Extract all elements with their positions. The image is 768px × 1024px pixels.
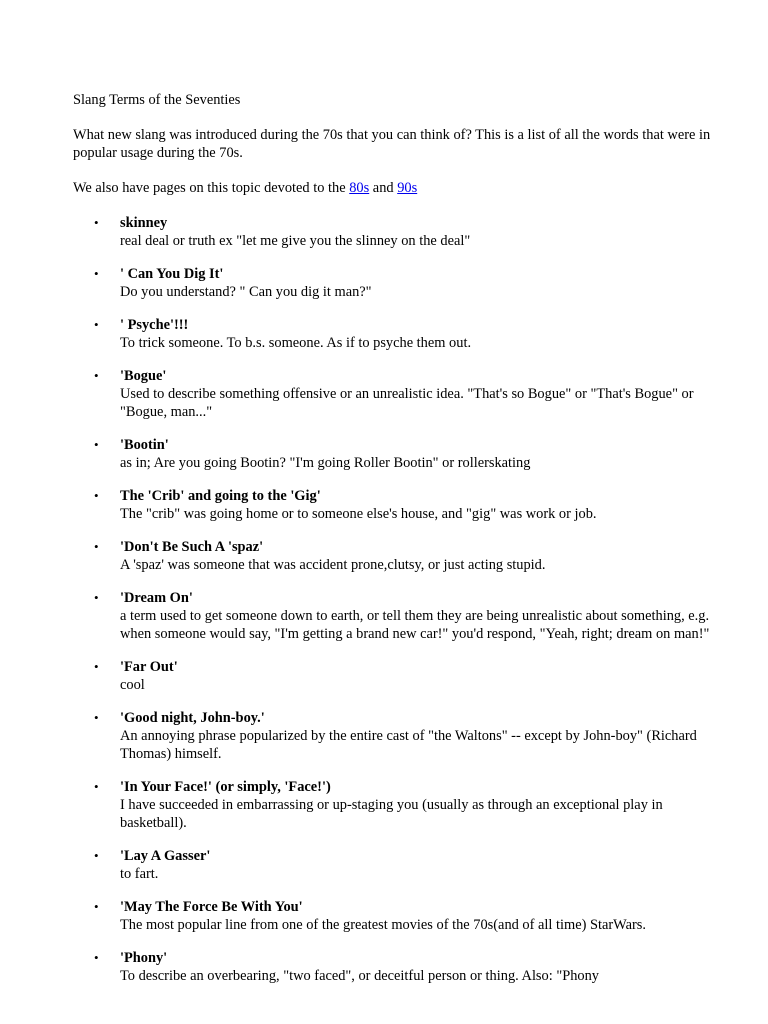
bullet-icon: •	[94, 659, 99, 674]
list-item	[73, 949, 713, 985]
term-name: 'Lay A Gasser'	[120, 848, 211, 864]
bullet-icon: •	[94, 899, 99, 914]
term-definition: A 'spaz' was someone that was accident prone,clutsy, or just acting stupid.	[120, 557, 546, 573]
term-name: skinney	[120, 215, 168, 231]
term-definition: cool	[120, 677, 145, 693]
bullet-icon: •	[94, 317, 99, 332]
list-item	[73, 589, 713, 643]
bullet-icon: •	[94, 488, 99, 503]
term-name: 'May The Force Be With You'	[120, 899, 303, 915]
bullet-icon: •	[94, 950, 99, 965]
list-item	[73, 487, 713, 523]
term-name: ' Can You Dig It'	[120, 266, 224, 282]
term-name: 'Bootin'	[120, 437, 169, 453]
term-definition: An annoying phrase popularized by the entire cast of "the Waltons" -- except by John-boy" (Richard Thomas) himself.	[120, 728, 697, 762]
page-title: Slang Terms of the Seventies	[73, 92, 241, 108]
term-definition: real deal or truth ex "let me give you the slinney on the deal"	[120, 233, 471, 249]
related-prefix: We also have pages on this topic devoted to the	[73, 180, 350, 196]
link-90s[interactable]: 90s	[397, 180, 418, 196]
intro-paragraph: What new slang was introduced during the 70s that you can think of? This is a list of all the words that were in popular usage during the 70s.	[73, 127, 711, 161]
related-middle: and	[369, 180, 398, 196]
term-definition: The "crib" was going home or to someone else's house, and "gig" was work or job.	[120, 506, 597, 522]
term-definition: The most popular line from one of the greatest movies of the 70s(and of all time) StarWars.	[120, 917, 646, 933]
bullet-icon: •	[94, 710, 99, 725]
list-item	[73, 898, 713, 934]
term-name: ' Psyche'!!!	[120, 317, 189, 333]
term-definition: Do you understand? " Can you dig it man?"	[120, 284, 372, 300]
bullet-icon: •	[94, 266, 99, 281]
link-80s[interactable]: 80s	[349, 180, 370, 196]
term-name: 'Bogue'	[120, 368, 167, 384]
bullet-icon: •	[94, 437, 99, 452]
document-page	[73, 91, 713, 1000]
list-item	[73, 367, 713, 421]
term-name: 'Dream On'	[120, 590, 193, 606]
term-definition: as in; Are you going Bootin? "I'm going Roller Bootin" or rollerskating	[120, 455, 531, 471]
list-item	[73, 436, 713, 472]
list-item	[73, 316, 713, 352]
bullet-icon: •	[94, 215, 99, 230]
bullet-icon: •	[94, 779, 99, 794]
list-item	[73, 709, 713, 763]
bullet-icon: •	[94, 368, 99, 383]
bullet-icon: •	[94, 848, 99, 863]
term-definition: Used to describe something offensive or an unrealistic idea. "That's so Bogue" or "That's Bogue" or "Bogue, man..."	[120, 386, 694, 420]
term-definition: To describe an overbearing, "two faced", or deceitful person or thing. Also: "Phony	[120, 968, 599, 984]
list-item	[73, 778, 713, 832]
bullet-icon: •	[94, 539, 99, 554]
term-definition: a term used to get someone down to earth, or tell them they are being unrealistic about something, e.g. when someone would say, "I'm getting a brand new car!" you'd respond, "Yeah, right; dream on man!"	[120, 608, 710, 642]
list-item	[73, 265, 713, 301]
term-name: The 'Crib' and going to the 'Gig'	[120, 488, 321, 504]
list-item	[73, 214, 713, 250]
term-name: 'Far Out'	[120, 659, 178, 675]
related-pages-paragraph	[73, 179, 713, 197]
list-item	[73, 538, 713, 574]
list-item	[73, 658, 713, 694]
bullet-icon: •	[94, 590, 99, 605]
term-name: 'In Your Face!' (or simply, 'Face!')	[120, 779, 331, 795]
slang-terms-list	[73, 214, 713, 985]
term-definition: to fart.	[120, 866, 159, 882]
term-name: 'Don't Be Such A 'spaz'	[120, 539, 264, 555]
term-definition: I have succeeded in embarrassing or up-staging you (usually as through an exceptional play in basketball).	[120, 797, 663, 831]
list-item	[73, 847, 713, 883]
term-name: 'Good night, John-boy.'	[120, 710, 265, 726]
term-definition: To trick someone. To b.s. someone. As if to psyche them out.	[120, 335, 472, 351]
term-name: 'Phony'	[120, 950, 168, 966]
